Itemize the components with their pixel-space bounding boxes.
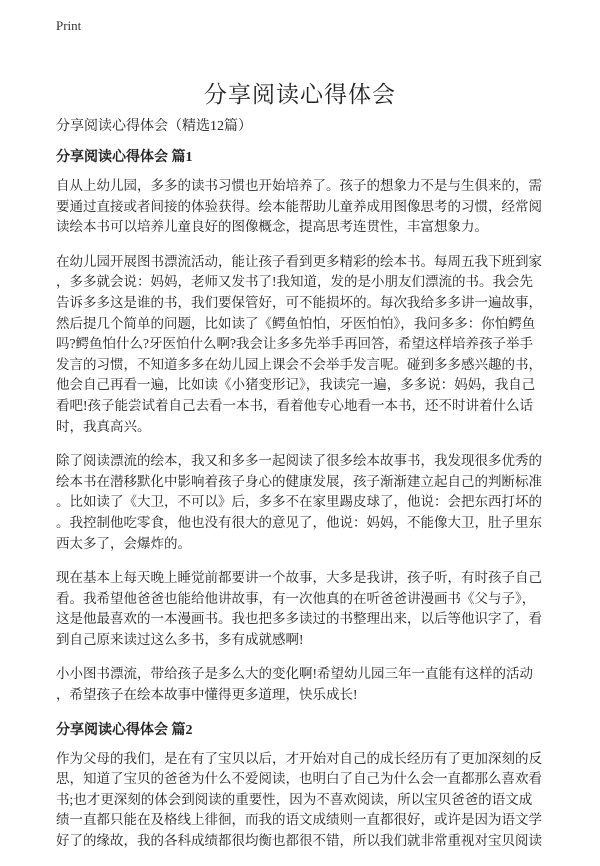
text-line: 自从上幼儿园，多多的读书习惯也开始培养了。孩子的想象力不是与生俱来的，需: [56, 178, 542, 193]
text-line: 书;也才更深刻的体会到阅读的重要性，因为不喜欢阅读，所以宝贝爸爸的语文成: [56, 791, 533, 807]
text-line: 读绘本书可以培养儿童良好的图像概念，提高思考连贯性，丰富想象力。: [56, 219, 488, 235]
paragraph: [56, 252, 556, 437]
text-line: 在幼儿园开展图书漂流活动，能让孩子看到更多精彩的绘本书。每周五我下班到家: [56, 253, 542, 269]
text-line: ，多多就会说：妈妈，老师又发书了!我知道，发的是小朋友们漂流的书。我会先: [56, 274, 533, 290]
text-line: 他会自己再看一遍，比如读《小猪变形记》，我读完一遍，多多说：妈妈，我自己: [56, 377, 536, 393]
paragraph: [56, 749, 556, 852]
text-line: 作为父母的我们，是在有了宝贝以后，才开始对自己的成长经历有了更加深刻的反: [56, 750, 542, 766]
text-line: 好了的缘故，我的各科成绩都很均衡也都很不错，所以我们就非常重视对宝贝阅读: [56, 833, 542, 849]
text-line: ，希望孩子在绘本故事中懂得更多道理，快乐成长!: [56, 687, 358, 703]
print-link[interactable]: Print: [56, 18, 82, 33]
text-line: 绩一直都只能在及格线上徘徊，而我的语文成绩则一直都很好，或许是因为语文学: [56, 812, 542, 828]
text-line: 小小图书漂流，带给孩子是多么大的变化啊!希望幼儿园三年一直能有这样的活动: [56, 666, 533, 682]
document-body: [56, 116, 556, 866]
text-line: 发言的习惯，不知道多多在幼儿园上课会不会举手发言呢。碰到多多感兴趣的书，: [56, 356, 542, 372]
text-line: 然后提几个简单的问题，比如读了《鳄鱼怕怕，牙医怕怕》，我问多多：你怕鳄鱼: [56, 315, 536, 331]
text-line: 现在基本上每天晚上睡觉前都要讲一个故事，大多是我讲，孩子听，有时孩子自己: [56, 570, 542, 586]
text-line: 思，知道了宝贝的爸爸为什么不爱阅读，也明白了自己为什么会一直都那么喜欢看: [56, 771, 542, 787]
document-subtitle: 分享阅读心得体会（精选12篇）: [56, 119, 252, 134]
text-line: 看。我希望他爸爸也能给他讲故事，有一次他真的在听爸爸讲漫画书《父与子》，: [56, 590, 536, 606]
page-title: 分享阅读心得体会: [204, 82, 396, 107]
section-heading: 分享阅读心得体会 篇1: [56, 150, 193, 165]
text-line: 到自己原来读过这么多书，多有成就感啊!: [56, 631, 304, 647]
text-line: 除了阅读漂流的绘本，我又和多多一起阅读了很多绘本故事书，我发现很多优秀的: [56, 453, 542, 469]
paragraph: [56, 451, 556, 554]
text-line: 告诉多多这是谁的书，我们要保管好，可不能损坏的。每次我给多多讲一遍故事，: [56, 294, 542, 310]
text-line: 时，我真高兴。: [56, 418, 151, 434]
section-heading: 分享阅读心得体会 篇2: [56, 722, 193, 738]
text-line: 。比如读了《大卫，不可以》后，多多不在家里踢皮球了，他说：会把东西打坏的: [56, 494, 542, 510]
sections: [56, 147, 556, 852]
text-line: 吗?鳄鱼怕什么?牙医怕什么啊?我会让多多先举手再回答，希望这样培养孩子举手: [56, 336, 533, 352]
paragraph: [56, 664, 556, 705]
text-line: 看吧!孩子能尝试着自己去看一本书，看着他专心地看一本书，还不时讲着什么话: [56, 397, 533, 413]
paragraph: [56, 568, 556, 650]
text-line: 要通过直接或者间接的体验获得。绘本能帮助儿童养成用图像思考的习惯，经常阅: [56, 198, 542, 214]
text-line: 绘本书在潜移默化中影响着孩子身心的健康发展，孩子渐渐建立起自己的判断标准: [56, 473, 542, 489]
text-line: 。我控制他吃零食，他也没有很大的意见了，他说：妈妈，不能像大卫，肚子里东: [56, 514, 542, 530]
text-line: 西太多了，会爆炸的。: [56, 535, 191, 551]
paragraph: [56, 176, 556, 238]
text-line: 这是他最喜欢的一本漫画书。我也把多多读过的书整理出来，以后等他识字了，看: [56, 611, 542, 627]
